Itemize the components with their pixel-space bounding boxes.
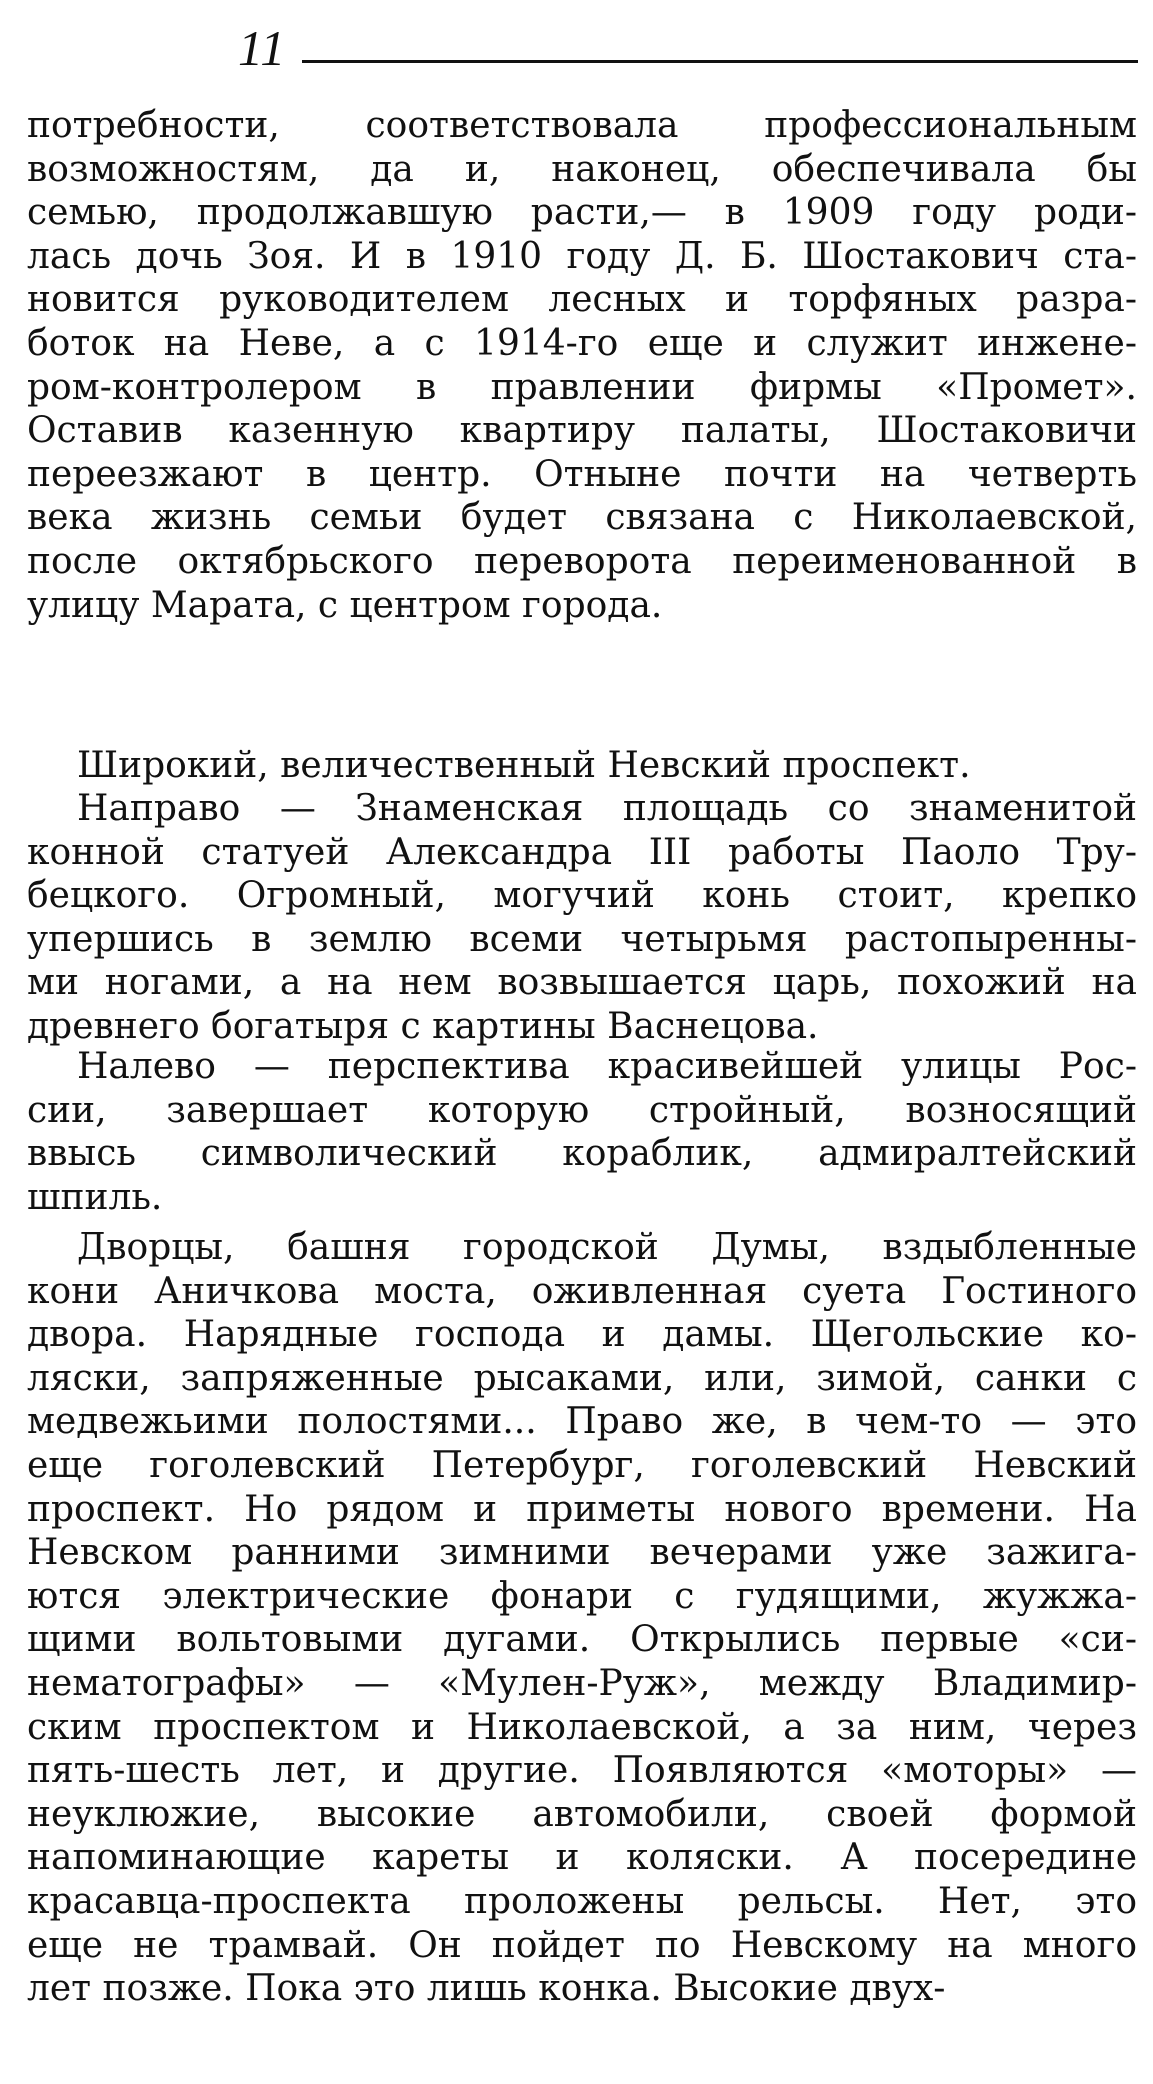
text-line: Широкий, величественный Невский проспект. — [77, 745, 971, 786]
text-line: возможностям, да и, наконец, обеспечивала бы — [27, 148, 1137, 190]
paragraph-continuation — [27, 104, 1137, 627]
text-line: упершись в землю всеми четырьмя растопыренны- — [27, 918, 1137, 960]
text-line: конной статуей Александра III работы Паоло Тру- — [27, 831, 1137, 873]
text-line: напоминающие кареты и коляски. А посередине — [27, 1837, 1137, 1879]
paragraph-right-side — [27, 787, 1137, 1049]
text-line: Налево — перспектива красивейшей улицы Рос- — [77, 1046, 1137, 1087]
text-line: семью, продолжавшую расти,— в 1909 году роди- — [27, 192, 1137, 234]
paragraph-nevsky-intro — [27, 744, 1137, 788]
text-line: ским проспектом и Николаевской, а за ним, через — [27, 1706, 1137, 1748]
text-line: Направо — Знаменская площадь со знаменитой — [77, 788, 1137, 829]
text-line: ром-контролером в правлении фирмы «Промет». — [27, 366, 1137, 408]
text-line: красавца-проспекта проложены рельсы. Нет, это — [27, 1880, 1137, 1922]
text-line: сии, завершает которую стройный, возносящий — [27, 1089, 1137, 1131]
text-line: бецкого. Огромный, могучий конь стоит, крепко — [27, 875, 1137, 917]
text-line: Дворцы, башня городской Думы, вздыбленные — [77, 1227, 1137, 1268]
text-line: ляски, запряженные рысаками, или, зимой, санки с — [27, 1357, 1137, 1399]
text-line: неуклюжие, высокие автомобили, своей формой — [27, 1793, 1137, 1835]
text-line: лет позже. Пока это лишь конка. Высокие двух- — [27, 1968, 946, 2010]
page-number: 11 — [238, 20, 287, 76]
text-line: нематографы» — «Мулен-Руж», между Владимир- — [27, 1662, 1137, 1704]
text-line: улицу Марата, с центром города. — [27, 584, 663, 626]
text-line: шпиль. — [27, 1176, 163, 1218]
text-line: потребности, соответствовала профессиональным — [27, 105, 1137, 146]
text-line: древнего богатыря с картины Васнецова. — [27, 1005, 819, 1047]
text-line: боток на Неве, а с 1914-го еще и служит инжене- — [27, 322, 1137, 364]
text-line: медвежьими полостями... Право же, в чем-то — это — [27, 1401, 1137, 1443]
paragraph-left-side — [27, 1045, 1137, 1219]
text-line: ввысь символический кораблик, адмиралтейский — [27, 1133, 1137, 1175]
text-line: после октябрьского переворота переименованной в — [27, 540, 1137, 582]
text-line: щими вольтовыми дугами. Открылись первые «си- — [27, 1619, 1137, 1661]
text-line: Невском ранними зимними вечерами уже зажига- — [27, 1532, 1137, 1574]
text-line: переезжают в центр. Отныне почти на четверть — [27, 453, 1137, 495]
text-line: века жизнь семьи будет связана с Николаевской, — [27, 497, 1137, 539]
text-line: новится руководителем лесных и торфяных разра- — [27, 279, 1137, 321]
header-rule — [302, 60, 1138, 63]
text-line: ются электрические фонари с гудящими, жужжа- — [27, 1575, 1137, 1617]
text-line: пять-шесть лет, и другие. Появляются «моторы» — — [27, 1750, 1137, 1792]
text-line: двора. Нарядные господа и дамы. Щегольские ко- — [27, 1314, 1137, 1356]
paragraph-palaces — [27, 1226, 1137, 2011]
text-line: лась дочь Зоя. И в 1910 году Д. Б. Шостакович ста- — [27, 235, 1137, 277]
page-header — [238, 18, 1138, 78]
text-line: кони Аничкова моста, оживленная суета Гостиного — [27, 1270, 1137, 1312]
text-line: проспект. Но рядом и приметы нового времени. На — [27, 1488, 1137, 1530]
text-line: ми ногами, а на нем возвышается царь, похожий на — [27, 962, 1137, 1004]
text-line: еще не трамвай. Он пойдет по Невскому на много — [27, 1924, 1137, 1966]
text-line: Оставив казенную квартиру палаты, Шостаковичи — [27, 410, 1137, 452]
text-line: еще гоголевский Петербург, гоголевский Невский — [27, 1444, 1137, 1486]
